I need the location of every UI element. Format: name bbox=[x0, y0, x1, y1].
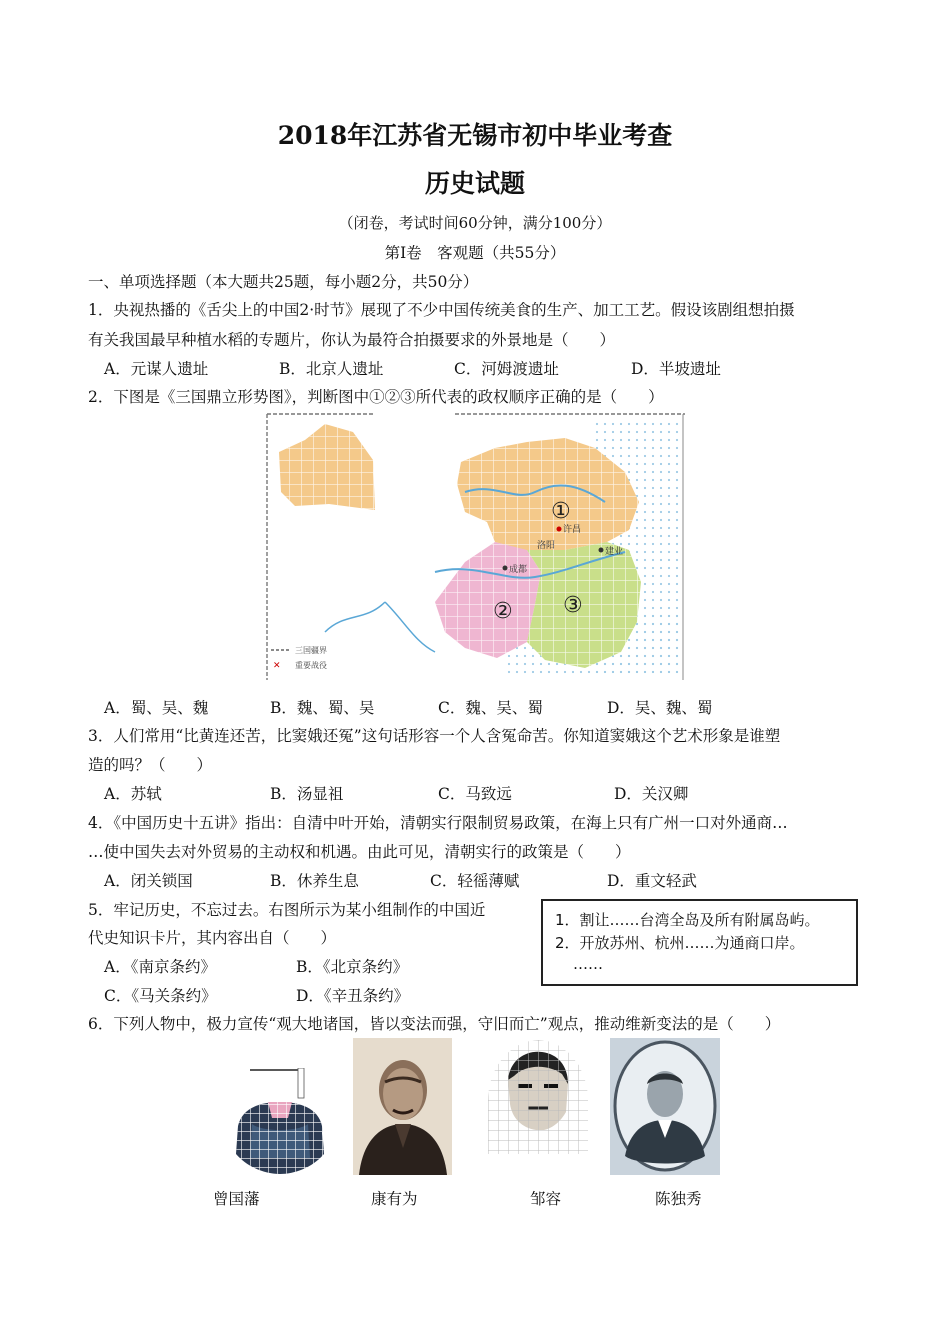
q4-option-a: A．闭关锁国 bbox=[104, 872, 193, 890]
portrait-zou-rong bbox=[488, 1040, 588, 1154]
legend-border: 三国疆界 bbox=[295, 646, 327, 655]
q1-option-a: A．元谋人遗址 bbox=[104, 360, 209, 378]
q3-option-c: C．马致远 bbox=[438, 785, 512, 803]
exam-title: 2018年江苏省无锡市初中毕业考查 bbox=[277, 121, 673, 150]
caption-zeng-guofan: 曾国藩 bbox=[213, 1190, 260, 1208]
city-chengdu: 成都 bbox=[509, 565, 528, 575]
q3-option-b: B．汤显祖 bbox=[270, 785, 344, 803]
exam-subtitle: 历史试题 bbox=[424, 169, 525, 198]
legend-battle: 重要战役 bbox=[295, 661, 327, 670]
q5-option-b: B．《北京条约》 bbox=[296, 958, 409, 976]
portrait-chen-duxiu bbox=[610, 1038, 720, 1175]
portrait-kang-youwei bbox=[353, 1038, 452, 1175]
q5-line2: 代史知识卡片，其内容出自（ ） bbox=[88, 929, 337, 947]
q4-option-d: D．重文轻武 bbox=[607, 872, 697, 890]
q5-line1: 5．牢记历史，不忘过去。右图所示为某小组制作的中国近 bbox=[88, 901, 486, 919]
section-title: 第Ⅰ卷 客观题（共55分） bbox=[384, 244, 566, 262]
card-line-2: 2．开放苏州、杭州……为通商口岸。 bbox=[555, 934, 805, 952]
portrait-zeng-guofan bbox=[232, 1068, 328, 1176]
q4-line1: 4．《中国历史十五讲》指出：自清中叶开始，清朝实行限制贸易政策，在海上只有广州一口对外通商… bbox=[88, 814, 788, 832]
map-label-3: ③ bbox=[563, 593, 583, 618]
q1-line2: 有关我国最早种植水稻的专题片，你认为最符合拍摄要求的外景地是（ ） bbox=[88, 331, 616, 349]
q4-line2: …使中国失去对外贸易的主动权和机遇。由此可见，清朝实行的政策是（ ） bbox=[88, 843, 631, 861]
q2-option-b: B．魏、蜀、吴 bbox=[270, 699, 375, 717]
svg-text:✕: ✕ bbox=[273, 661, 281, 671]
caption-kang-youwei: 康有为 bbox=[371, 1190, 418, 1208]
exam-info: （闭卷，考试时间60分钟，满分100分） bbox=[338, 214, 612, 232]
q6-line1: 6．下列人物中，极力宣传“观大地诸国，皆以变法而强，守旧而亡”观点，推动维新变法的是（ ） bbox=[88, 1015, 781, 1033]
q4-option-c: C．轻徭薄赋 bbox=[430, 872, 520, 890]
history-knowledge-card bbox=[541, 899, 858, 986]
map-label-2: ② bbox=[493, 599, 513, 624]
q3-option-a: A．苏轼 bbox=[104, 785, 162, 803]
city-jianye: 建业 bbox=[605, 547, 624, 557]
q3-line1: 3．人们常用“比黄连还苦，比窦娥还冤”这句话形容一个人含冤命苦。你知道窦娥这个艺术形象是谁塑 bbox=[88, 727, 781, 745]
caption-chen-duxiu: 陈独秀 bbox=[655, 1190, 702, 1208]
three-kingdoms-map bbox=[265, 412, 685, 680]
q2-option-d: D．吴、魏、蜀 bbox=[607, 699, 713, 717]
q5-option-a: A．《南京条约》 bbox=[104, 958, 216, 976]
q2-option-a: A．蜀、吴、魏 bbox=[104, 699, 209, 717]
q1-option-d: D．半坡遗址 bbox=[631, 360, 721, 378]
q5-option-c: C．《马关条约》 bbox=[104, 987, 217, 1005]
q1-option-b: B．北京人遗址 bbox=[279, 360, 384, 378]
q2-option-c: C．魏、吴、蜀 bbox=[438, 699, 543, 717]
city-luoyang: 洛阳 bbox=[537, 541, 556, 551]
city-xuchang: 许昌 bbox=[563, 525, 582, 535]
q4-option-b: B．休养生息 bbox=[270, 872, 359, 890]
q1-option-c: C．河姆渡遗址 bbox=[454, 360, 559, 378]
q2-line1: 2．下图是《三国鼎立形势图》，判断图中①②③所代表的政权顺序正确的是（ ） bbox=[88, 388, 664, 406]
card-line-1: 1．割让……台湾全岛及所有附属岛屿。 bbox=[555, 911, 820, 929]
q3-line2: 造的吗？（ ） bbox=[88, 756, 213, 774]
caption-zou-rong: 邹容 bbox=[530, 1190, 562, 1208]
q5-option-d: D．《辛丑条约》 bbox=[296, 987, 410, 1005]
q1-line1: 1．央视热播的《舌尖上的中国2·时节》展现了不少中国传统美食的生产、加工工艺。假设该剧组想拍摄 bbox=[88, 301, 795, 319]
part-title: 一、单项选择题（本大题共25题，每小题2分，共50分） bbox=[88, 273, 479, 291]
map-label-1: ① bbox=[551, 499, 571, 524]
q3-option-d: D．关汉卿 bbox=[614, 785, 689, 803]
card-line-3: …… bbox=[573, 955, 603, 973]
